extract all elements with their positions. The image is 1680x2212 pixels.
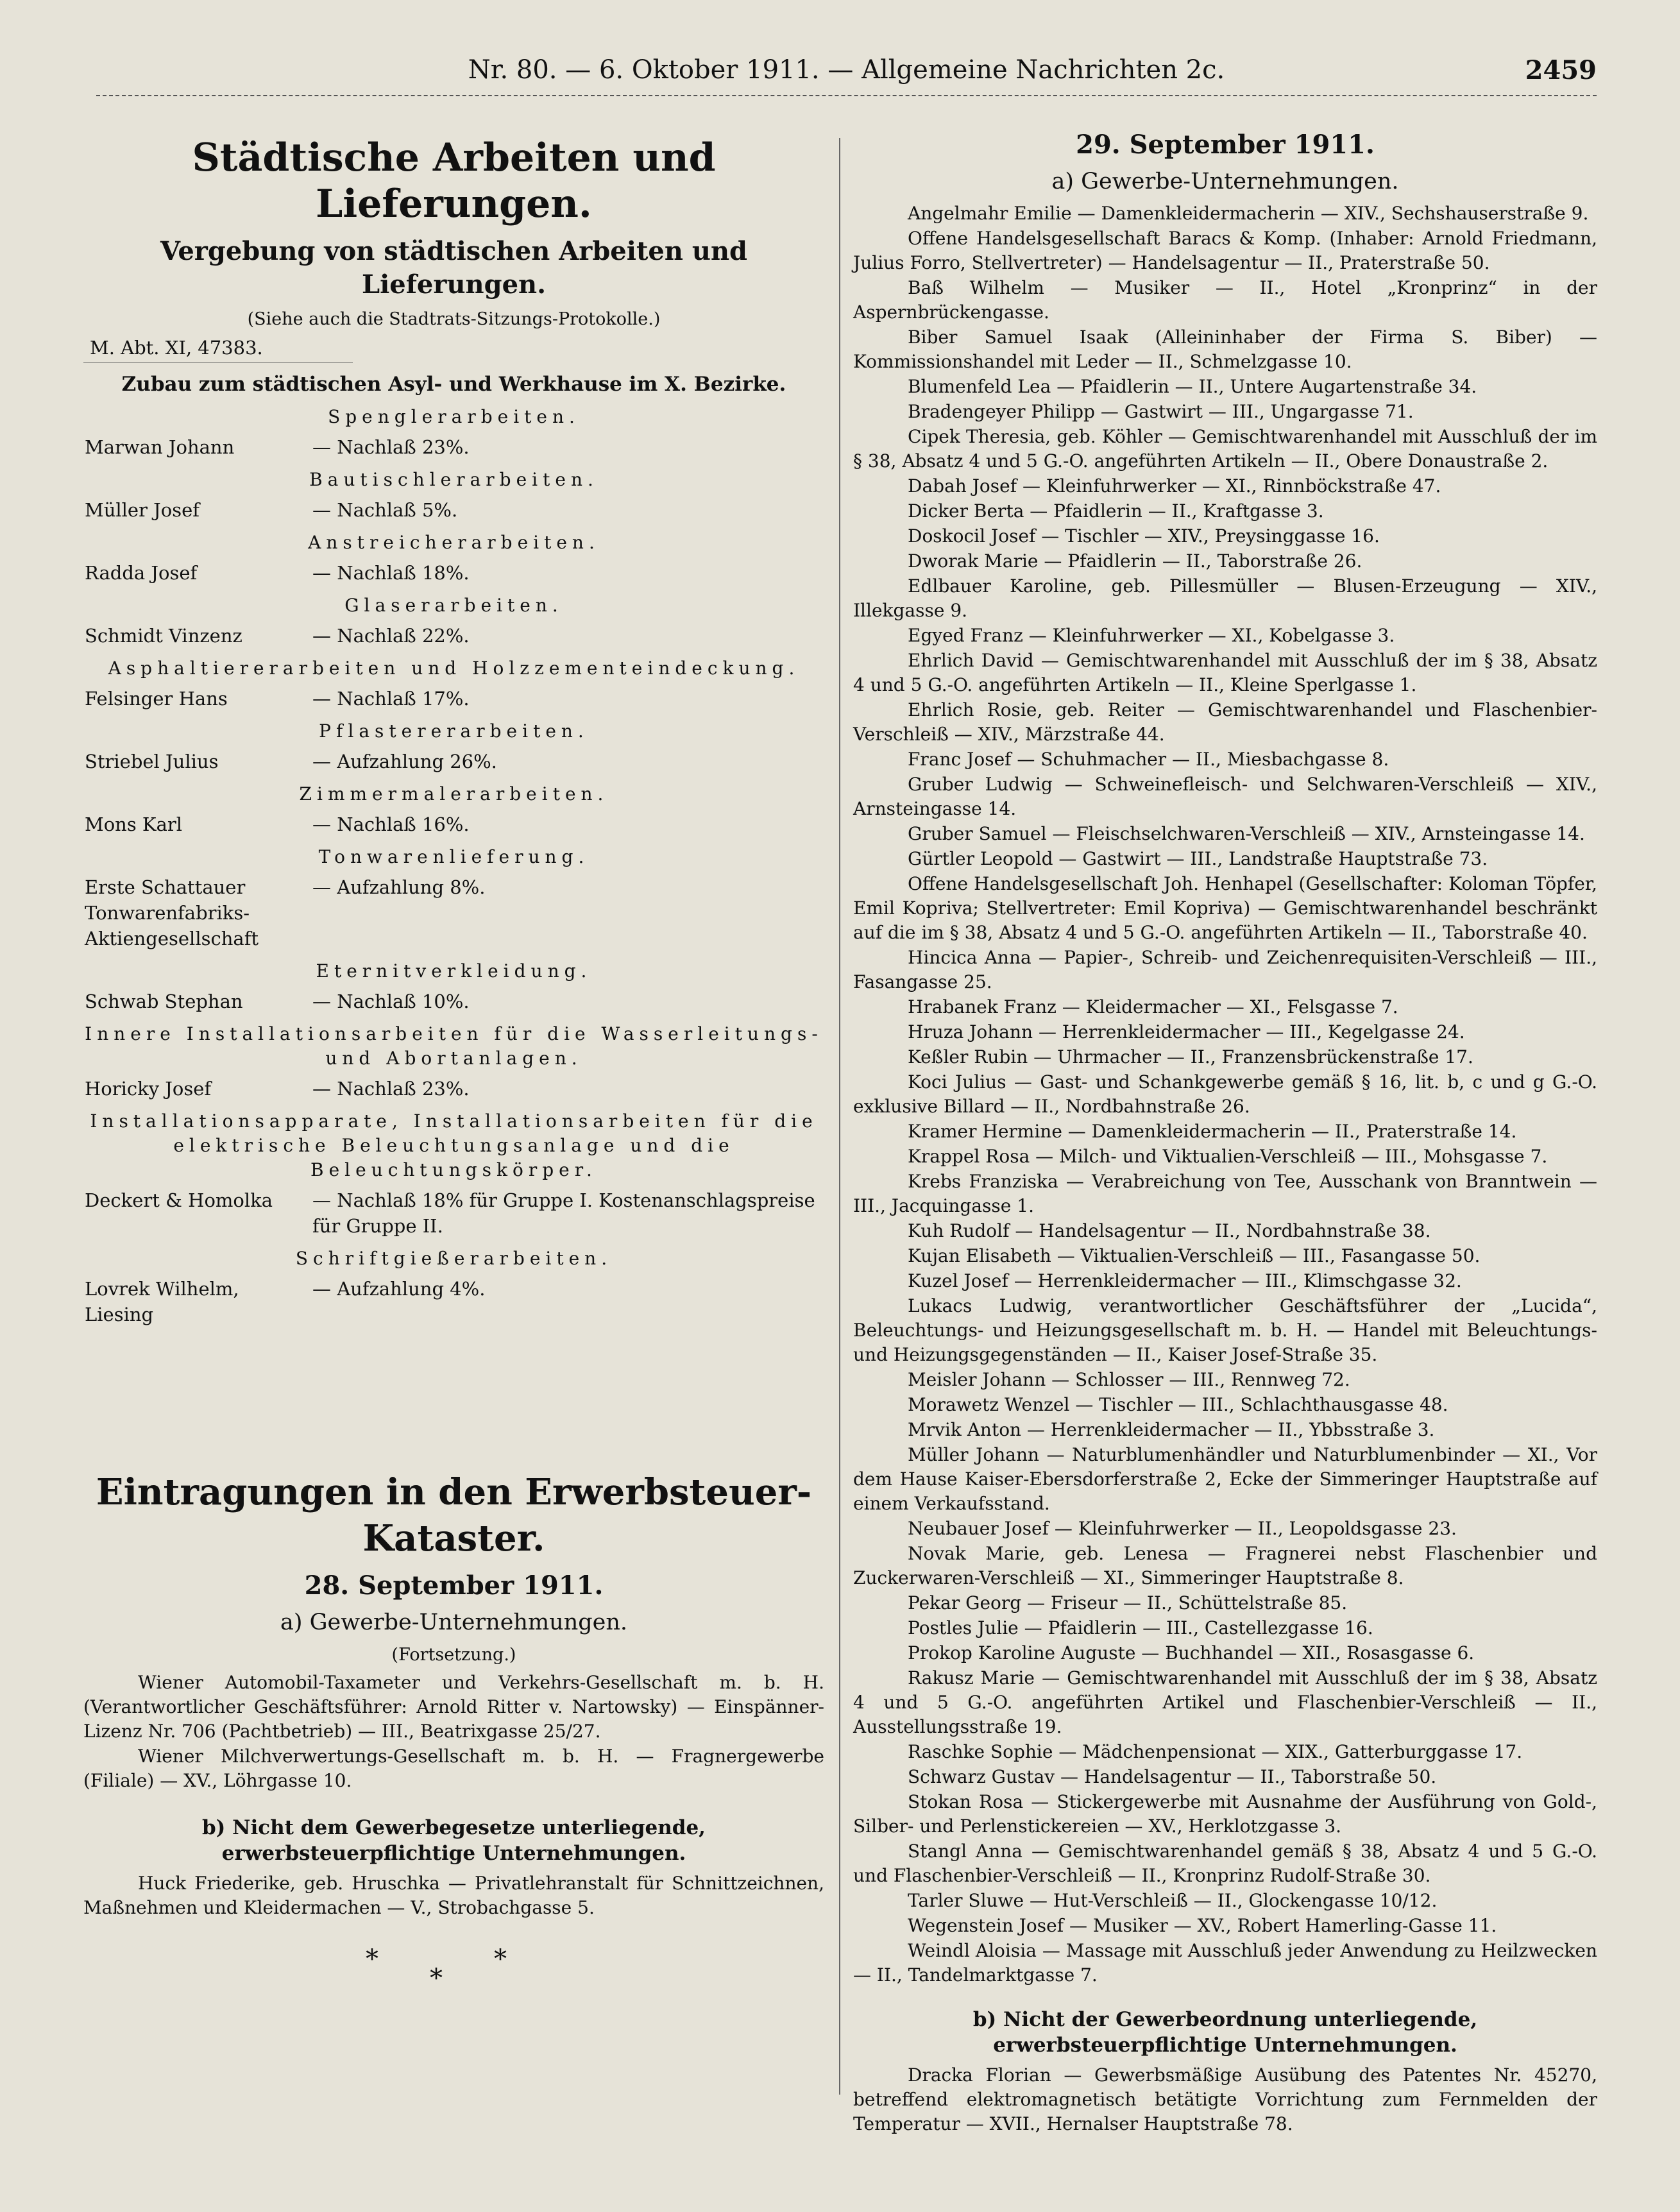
page-number: 2459 bbox=[1525, 55, 1597, 85]
register-entry: Hincica Anna — Papier-, Schreib- und Zeichenrequisiten-Verschleiß — III., Fasangasse 25. bbox=[853, 947, 1597, 992]
register-entry: Blumenfeld Lea — Pfaidlerin — II., Untere Augartenstraße 34. bbox=[908, 376, 1477, 397]
register-entry: Rakusz Marie — Gemischtwarenhandel mit Ausschluß der im § 38, Absatz 4 und 5 G.-O. angeführten Artikel und Flaschenbier-Verschleiß — II., Ausstellungsstraße 19. bbox=[853, 1667, 1597, 1737]
award-row bbox=[85, 497, 824, 523]
award-terms: — Nachlaß 22%. bbox=[312, 625, 470, 647]
award-terms: — Nachlaß 10%. bbox=[312, 991, 470, 1012]
register-entry: Wiener Milchverwertungs-Gesellschaft m. b. H. — Fragnergewerbe (Filiale) — XV., Löhrgasse 10. bbox=[83, 1746, 824, 1791]
register-entry: Lukacs Ludwig, verantwortlicher Geschäftsführer der „Lucida“, Beleuchtungs- und Heizungsgesellschaft m. b. H. — Handel mit Beleuchtungs- und Heizungsgegenständen — II., Kaiser Josef-Straße 35. bbox=[853, 1295, 1597, 1365]
register-entry: Baß Wilhelm — Musiker — II., Hotel „Kronprinz“ in der Aspernbrückengasse. bbox=[853, 277, 1597, 323]
award-row bbox=[85, 749, 824, 774]
category-heading: Glaserarbeiten. bbox=[344, 595, 563, 616]
register-entry: Huck Friederike, geb. Hruschka — Privatlehranstalt für Schnittzeichnen, Maßnehmen und Kleidermachen — V., Strobachgasse 5. bbox=[83, 1873, 824, 1918]
section-subtitle: Vergebung von städtischen Arbeiten und Lieferungen. bbox=[160, 236, 748, 300]
award-row bbox=[85, 623, 824, 649]
register-entry: Gruber Samuel — Fleischselchwaren-Verschleiß — XIV., Arnsteingasse 14. bbox=[908, 823, 1585, 844]
register-date: 28. September 1911. bbox=[304, 1570, 604, 1601]
category-heading: Schriftgießerarbeiten. bbox=[295, 1248, 613, 1269]
register-entry: Dabah Josef — Kleinfuhrwerker — XI., Rinnböckstraße 47. bbox=[908, 475, 1441, 497]
category-list bbox=[83, 405, 824, 1327]
register-date: 29. September 1911. bbox=[1076, 130, 1375, 160]
register-entry: Prokop Karoline Auguste — Buchhandel — XII., Rosasgasse 6. bbox=[908, 1642, 1475, 1663]
award-terms: — Nachlaß 5%. bbox=[312, 499, 458, 521]
protocol-note: (Siehe auch die Stadtrats-Sitzungs-Protokolle.) bbox=[247, 309, 661, 329]
contractor-name: Schmidt Vinzenz bbox=[85, 625, 242, 647]
register-entry: Egyed Franz — Kleinfuhrwerker — XI., Kobelgasse 3. bbox=[908, 625, 1395, 646]
contractor-name: Erste Schattauer Tonwarenfabriks-Aktiengesellschaft bbox=[85, 876, 259, 949]
category-heading: Pflastererarbeiten. bbox=[319, 720, 589, 742]
register-entry: Postles Julie — Pfaidlerin — III., Castellezgasse 16. bbox=[908, 1617, 1373, 1638]
left-column bbox=[83, 128, 824, 1991]
register-entry: Ehrlich Rosie, geb. Reiter — Gemischtwarenhandel und Flaschenbier-Verschleiß — XIV., Märzstraße 44. bbox=[853, 699, 1597, 745]
award-terms: — Nachlaß 23%. bbox=[312, 436, 470, 458]
running-title: Nr. 80. — 6. Oktober 1911. — Allgemeine Nachrichten 2c. bbox=[468, 55, 1225, 85]
sub-heading-a: a) Gewerbe-Unternehmungen. bbox=[280, 1610, 628, 1635]
register-entry: Schwarz Gustav — Handelsagentur — II., Taborstraße 50. bbox=[908, 1766, 1437, 1787]
register-entry: Stangl Anna — Gemischtwarenhandel gemäß § 38, Absatz 4 und 5 G.-O. und Flaschenbier-Verschleiß — II., Kronprinz Rudolf-Straße 30. bbox=[853, 1841, 1597, 1886]
register-entry: Hruza Johann — Herrenkleidermacher — III., Kegelgasse 24. bbox=[908, 1021, 1465, 1042]
project-title: Zubau zum städtischen Asyl- und Werkhause im X. Bezirke. bbox=[121, 373, 786, 396]
contractor-name: Deckert & Homolka bbox=[85, 1189, 273, 1211]
category-heading: Tonwarenlieferung. bbox=[318, 846, 590, 867]
register-entry: Offene Handelsgesellschaft Joh. Henhapel (Gesellschafter: Koloman Töpfer, Emil Kopriva; Stellvertreter: Emil Kopriva) — Gemischtwarenhandel beschränkt auf die im § 38, Absatz 4 und 5 G.-O. angeführten Artikeln — II., Taborstraße 40. bbox=[853, 873, 1597, 943]
entries-list-a bbox=[83, 1671, 824, 1793]
register-entry: Mrvik Anton — Herrenkleidermacher — II., Ybbsstraße 3. bbox=[908, 1419, 1435, 1440]
register-entry: Edlbauer Karoline, geb. Pillesmüller — Blusen-Erzeugung — XIV., Illekgasse 9. bbox=[853, 575, 1597, 621]
register-entry: Dicker Berta — Pfaidlerin — II., Kraftgasse 3. bbox=[908, 500, 1324, 522]
register-entry: Dworak Marie — Pfaidlerin — II., Taborstraße 26. bbox=[908, 550, 1362, 572]
register-entry: Neubauer Josef — Kleinfuhrwerker — II., Leopoldsgasse 23. bbox=[908, 1518, 1457, 1539]
contractor-name: Lovrek Wilhelm, Liesing bbox=[85, 1278, 239, 1325]
register-entry: Kuh Rudolf — Handelsagentur — II., Nordbahnstraße 38. bbox=[908, 1220, 1431, 1241]
category-heading: Zimmermalerarbeiten. bbox=[299, 783, 609, 804]
register-entry: Kuzel Josef — Herrenkleidermacher — III., Klimschgasse 32. bbox=[908, 1270, 1462, 1291]
contractor-name: Radda Josef bbox=[85, 562, 198, 584]
reference-number: M. Abt. XI, 47383. bbox=[90, 337, 263, 359]
register-entry: Dracka Florian — Gewerbsmäßige Ausübung des Patentes Nr. 45270, betreffend elektromagnetisch betätigte Vorrichtung zum Fernmelden der Temperatur — XVII., Hernalser Hauptstraße 78. bbox=[853, 2064, 1597, 2134]
sub-heading-a: a) Gewerbe-Unternehmungen. bbox=[1051, 169, 1399, 194]
entries-list-b bbox=[83, 1871, 824, 1920]
register-entry: Meisler Johann — Schlosser — III., Rennweg 72. bbox=[908, 1369, 1350, 1390]
continuation-note: (Fortsetzung.) bbox=[391, 1645, 516, 1665]
star: * bbox=[430, 1964, 443, 1993]
category-heading: Asphaltiererarbeiten und Holzzementeindeckung. bbox=[108, 658, 800, 679]
contractor-name: Mons Karl bbox=[85, 813, 183, 835]
award-terms: — Nachlaß 23%. bbox=[312, 1078, 470, 1100]
register-entry: Gürtler Leopold — Gastwirt — III., Landstraße Hauptstraße 73. bbox=[908, 848, 1488, 869]
register-entry: Doskocil Josef — Tischler — XIV., Preysinggasse 16. bbox=[908, 525, 1380, 547]
category-heading: Spenglerarbeiten. bbox=[328, 406, 580, 427]
contractor-name: Marwan Johann bbox=[85, 436, 235, 458]
register-entry: Keßler Rubin — Uhrmacher — II., Franzensbrückenstraße 17. bbox=[908, 1046, 1473, 1068]
separator-stars bbox=[83, 1921, 824, 1991]
award-row bbox=[85, 1187, 824, 1239]
register-entry: Offene Handelsgesellschaft Baracs & Komp. (Inhaber: Arnold Friedmann, Julius Forro, Stellvertreter) — Handelsagentur — II., Praterstraße 50. bbox=[853, 228, 1597, 273]
register-entry: Cipek Theresia, geb. Köhler — Gemischtwarenhandel mit Ausschluß der im § 38, Absatz 4 und 5 G.-O. angeführten Artikeln — II., Obere Donaustraße 2. bbox=[853, 426, 1597, 472]
category-heading: Eternitverkleidung. bbox=[316, 960, 592, 982]
register-entry: Gruber Ludwig — Schweinefleisch- und Selchwaren-Verschleiß — XIV., Arnsteingasse 14. bbox=[853, 774, 1597, 819]
section-title: Städtische Arbeiten und Lieferungen. bbox=[192, 135, 716, 226]
register-entry: Novak Marie, geb. Lenesa — Fragnerei nebst Flaschenbier und Zuckerwaren-Verschleiß — XI., Simmeringer Hauptstraße 8. bbox=[853, 1543, 1597, 1588]
register-entry: Biber Samuel Isaak (Alleininhaber der Firma S. Biber) — Kommissionshandel mit Leder — II., Schmelzgasse 10. bbox=[853, 327, 1597, 372]
award-row bbox=[85, 989, 824, 1014]
sub-heading-b: b) Nicht der Gewerbeordnung unterliegende, erwerbsteuerpflichtige Unternehmungen. bbox=[972, 2008, 1478, 2057]
contractor-name: Striebel Julius bbox=[85, 751, 219, 772]
right-column bbox=[853, 128, 1597, 2137]
register-entry: Stokan Rosa — Stickergewerbe mit Ausnahme der Ausführung von Gold-, Silber- und Perlenstickereien — XV., Herklotzgasse 3. bbox=[853, 1791, 1597, 1837]
column-divider bbox=[839, 138, 840, 2095]
register-entry: Angelmahr Emilie — Damenkleidermacherin — XIV., Sechshauserstraße 9. bbox=[908, 203, 1589, 224]
contractor-name: Felsinger Hans bbox=[85, 688, 228, 710]
category-heading: Bautischlerarbeiten. bbox=[309, 469, 598, 490]
register-entry: Koci Julius — Gast- und Schankgewerbe gemäß § 16, lit. b, c und g G.-O. exklusive Billard — II., Nordbahnstraße 26. bbox=[853, 1071, 1597, 1117]
award-terms: — Aufzahlung 8%. bbox=[312, 876, 486, 898]
category-heading: Anstreicherarbeiten. bbox=[308, 532, 600, 553]
register-entry: Morawetz Wenzel — Tischler — III., Schlachthausgasse 48. bbox=[908, 1394, 1448, 1415]
award-row bbox=[85, 874, 824, 951]
register-entry: Müller Johann — Naturblumenhändler und Naturblumenbinder — XI., Vor dem Hause Kaiser-Ebersdorferstraße 2, Ecke der Simmeringer Hauptstraße auf einem Verkaufsstand. bbox=[853, 1444, 1597, 1514]
register-entry: Wiener Automobil-Taxameter und Verkehrs-Gesellschaft m. b. H. (Verantwortlicher Geschäftsführer: Arnold Ritter v. Nartowsky) — Einspänner-Lizenz Nr. 706 (Pachtbetrieb) — III., Beatrixgasse 25/27. bbox=[83, 1672, 824, 1742]
award-terms: — Aufzahlung 4%. bbox=[312, 1278, 486, 1300]
register-entry: Kramer Hermine — Damenkleidermacherin — II., Praterstraße 14. bbox=[908, 1121, 1517, 1142]
award-terms: — Nachlaß 17%. bbox=[312, 688, 470, 710]
contractor-name: Müller Josef bbox=[85, 499, 200, 521]
register-entry: Ehrlich David — Gemischtwarenhandel mit Ausschluß der im § 38, Absatz 4 und 5 G.-O. angeführten Artikeln — II., Kleine Sperlgasse 1. bbox=[853, 650, 1597, 695]
award-row bbox=[85, 686, 824, 711]
star: * bbox=[494, 1944, 507, 1974]
star: * bbox=[366, 1944, 378, 1974]
award-row bbox=[85, 1076, 824, 1102]
header-rule bbox=[96, 95, 1597, 96]
category-heading: Installationsapparate, Installationsarbeiten für die elektrische Beleuchtungsanlage und die Beleuchtungskörper. bbox=[90, 1110, 818, 1180]
register-entry: Weindl Aloisia — Massage mit Ausschluß jeder Anwendung zu Heilzwecken — II., Tandelmarktgasse 7. bbox=[853, 1940, 1597, 1986]
sub-heading-b: b) Nicht dem Gewerbegesetze unterliegende, erwerbsteuerpflichtige Unternehmungen. bbox=[202, 1816, 706, 1865]
contractor-name: Horicky Josef bbox=[85, 1078, 212, 1100]
award-terms: — Nachlaß 16%. bbox=[312, 813, 470, 835]
award-row bbox=[85, 812, 824, 837]
entries-list-a bbox=[853, 201, 1597, 1987]
register-entry: Wegenstein Josef — Musiker — XV., Robert Hamerling-Gasse 11. bbox=[908, 1915, 1497, 1936]
register-entry: Krappel Rosa — Milch- und Viktualien-Verschleiß — III., Mohsgasse 7. bbox=[908, 1146, 1548, 1167]
entries-list-b bbox=[853, 2063, 1597, 2136]
award-row bbox=[85, 560, 824, 586]
register-entry: Kujan Elisabeth — Viktualien-Verschleiß — III., Fasangasse 50. bbox=[908, 1245, 1481, 1266]
award-terms: — Nachlaß 18% für Gruppe I. Kostenanschlagspreise für Gruppe II. bbox=[312, 1189, 815, 1237]
running-head bbox=[96, 55, 1597, 100]
award-terms: — Nachlaß 18%. bbox=[312, 562, 470, 584]
register-entry: Pekar Georg — Friseur — II., Schüttelstraße 85. bbox=[908, 1592, 1348, 1613]
contractor-name: Schwab Stephan bbox=[85, 991, 243, 1012]
register-entry: Bradengeyer Philipp — Gastwirt — III., Ungargasse 71. bbox=[908, 401, 1414, 422]
register-entry: Hrabanek Franz — Kleidermacher — XI., Felsgasse 7. bbox=[908, 996, 1398, 1017]
register-entry: Tarler Sluwe — Hut-Verschleiß — II., Glockengasse 10/12. bbox=[908, 1890, 1438, 1911]
register-entry: Franc Josef — Schuhmacher — II., Miesbachgasse 8. bbox=[908, 749, 1389, 770]
category-heading: Innere Installationsarbeiten für die Wasserleitungs- und Abortanlagen. bbox=[85, 1023, 823, 1069]
award-terms: — Aufzahlung 26%. bbox=[312, 751, 497, 772]
award-row bbox=[85, 434, 824, 460]
register-entry: Raschke Sophie — Mädchenpensionat — XIX., Gatterburggasse 17. bbox=[908, 1741, 1523, 1762]
register-entry: Krebs Franziska — Verabreichung von Tee, Ausschank von Branntwein — III., Jacquingasse 1. bbox=[853, 1171, 1597, 1216]
register-title: Eintragungen in den Erwerbsteuer-Kataster. bbox=[96, 1471, 812, 1560]
award-row bbox=[85, 1276, 824, 1327]
